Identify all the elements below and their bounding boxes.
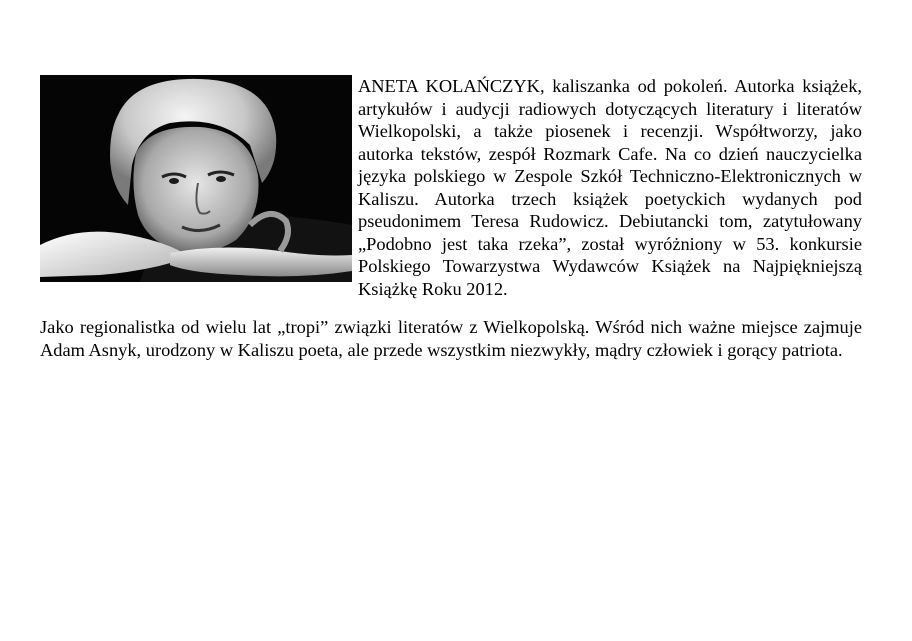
author-bio [40,75,862,361]
bio-paragraph-1: ANETA KOLAŃCZYK, kaliszanka od pokoleń. Autorka książek, artykułów i audycji radiowych dotyczących literatury i literatów Wielkopolski, a także piosenek i recenzji. Współtworzy, jako autorka tekstów, zespół Rozmark Cafe. Na co dzień nauczycielka języka polskiego w Zespole Szkół Techniczno-Elektronicznych w Kaliszu. Autorka trzech książek poetyckich wydanych pod pseudonimem Teresa Rudowicz. Debiutancki tom, zatytułowany „Podobno jest taka rzeka”, został wyróżniony w 53. konkursie Polskiego Towarzystwa Wydawców Książek na Najpiękniejszą Książkę Roku 2012. [358,76,862,299]
portrait-image [40,75,352,282]
bio-paragraph-2: Jako regionalistka od wielu lat „tropi” związki literatów z Wielkopolską. Wśród nich ważne miejsce zajmuje Adam Asnyk, urodzony w Kaliszu poeta, ale przede wszystkim niezwykły, mądry człowiek i gorący patriota. [40,317,862,360]
author-portrait-photo [40,75,352,282]
